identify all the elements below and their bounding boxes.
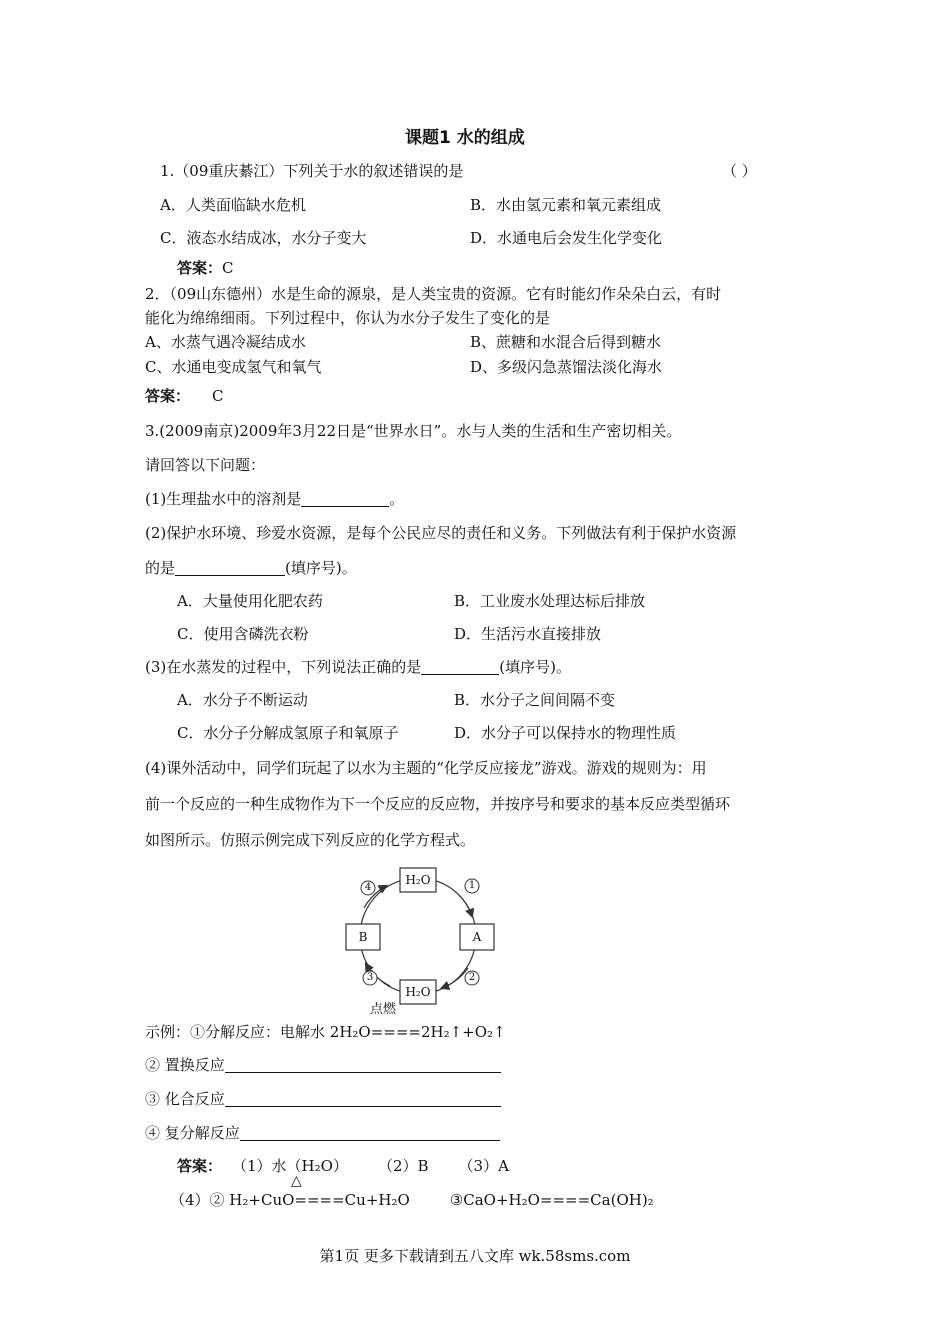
- q1-option-b: B．水由氢元素和氧元素组成: [470, 196, 662, 214]
- q3-part1-text: (1)生理盐水中的溶剂是: [145, 490, 302, 508]
- q2-option-d: D、多级闪急蒸馏法淡化海水: [470, 358, 663, 376]
- q3-part2-option-a: A．大量使用化肥农药: [177, 592, 323, 610]
- q1-option-a: A．人类面临缺水危机: [160, 196, 306, 214]
- q3-part4-line2: 前一个反应的一种生成物作为下一个反应的反应物，并按序号和要求的基本反应类型循环: [145, 795, 731, 813]
- q3-part2-line1: (2)保护水环境、珍爱水资源，是每个公民应尽的责任和义务。下列做法有利于保护水资源: [145, 524, 737, 542]
- q3-answer-4-eq2: ③CaO+H₂O====Ca(OH)₂: [449, 1191, 654, 1209]
- box-left-label: B: [358, 930, 368, 944]
- q1-answer-label: 答案：: [177, 259, 223, 277]
- q3-part4-line3: 如图所示。仿照示例完成下列反应的化学方程式。: [145, 831, 476, 849]
- reaction-2-label: ② 置换反应: [145, 1056, 225, 1074]
- box-right-label: A: [472, 930, 482, 944]
- q3-answer-1: （1）水（H₂O）: [232, 1157, 348, 1175]
- q1-option-d: D．水通电后会发生化学变化: [470, 229, 663, 247]
- q3-part2-option-c: C．使用含磷洗衣粉: [177, 625, 309, 643]
- q3-answer-2: （2）B: [377, 1157, 429, 1175]
- q1-stem: 1.（09重庆綦江）下列关于水的叙述错误的是: [160, 162, 464, 180]
- q3-part2-end: (填序号)。: [285, 559, 357, 577]
- q3-answer-3: （3）A: [458, 1157, 509, 1175]
- q2-answer: [145, 386, 224, 406]
- reaction-3-label: ③ 化合反应: [145, 1090, 225, 1108]
- q3-part2-option-b: B．工业废水处理达标后排放: [454, 592, 646, 610]
- q3-part4-line1: (4)课外活动中，同学们玩起了以水为主题的“化学反应接龙”游戏。游戏的规则为：用: [145, 759, 707, 777]
- q3-part3: [145, 657, 571, 677]
- q3-part1-blank: [301, 490, 389, 507]
- q2-option-a: A、水蒸气遇冷凝结成水: [145, 333, 306, 351]
- q1-answer-paren: （ ）: [722, 162, 757, 180]
- q3-part3-option-d: D．水分子可以保持水的物理性质: [454, 724, 677, 742]
- q2-option-c: C、水通电变成氢气和氧气: [145, 358, 322, 376]
- q3-part2-line2: [145, 558, 357, 578]
- q3-answer-label: 答案：: [177, 1157, 223, 1175]
- page-title: 课题1 水的组成: [405, 128, 525, 148]
- reaction-2-line: [145, 1055, 501, 1075]
- q3-part1: [145, 489, 404, 509]
- q3-part3-option-a: A．水分子不断运动: [177, 691, 308, 709]
- step-number-1: 1: [468, 880, 476, 891]
- reaction-3-line: [145, 1089, 501, 1109]
- q3-part3-text: (3)在水蒸发的过程中，下列说法正确的是: [145, 658, 422, 676]
- step-number-4: 4: [364, 882, 372, 893]
- q3-part1-end: 。: [389, 490, 405, 508]
- page-footer: 第1页 更多下载请到五八文库 wk.58sms.com: [319, 1247, 631, 1265]
- q2-stem-line2: 能化为绵绵细雨。下列过程中，你认为水分子发生了变化的是: [145, 309, 551, 327]
- q2-answer-label: 答案：: [145, 387, 191, 405]
- reaction-2-blank: [225, 1056, 501, 1073]
- q3-part3-option-b: B．水分子之间间隔不变: [454, 691, 616, 709]
- q3-part2-text: 的是: [145, 559, 176, 577]
- q3-part2-blank: [175, 559, 285, 576]
- q3-answers-line2: [170, 1190, 654, 1210]
- example-line: 示例：①分解反应：电解水 2H₂O====2H₂↑+O₂↑: [145, 1023, 506, 1041]
- q3-stem: 3.(2009南京)2009年3月22日是“世界水日”。水与人类的生活和生产密切相关。: [145, 422, 682, 440]
- box-top-label: H₂O: [405, 873, 431, 887]
- step-number-2: 2: [468, 972, 476, 983]
- q1-answer-value: C: [222, 259, 234, 277]
- heat-triangle-symbol: △: [291, 1173, 302, 1189]
- reaction-cycle-diagram: [330, 866, 510, 1018]
- box-bottom-label: H₂O: [405, 985, 431, 999]
- q1-answer: [177, 258, 234, 278]
- reaction-4-label: ④ 复分解反应: [145, 1124, 240, 1142]
- q3-part3-option-c: C．水分子分解成氢原子和氧原子: [177, 724, 399, 742]
- reaction-4-blank: [240, 1124, 500, 1141]
- q3-intro: 请回答以下问题：: [145, 456, 266, 474]
- cycle-arrow-1: [458, 894, 472, 916]
- q3-part3-end: (填序号)。: [499, 658, 571, 676]
- step-number-3: 3: [366, 972, 374, 983]
- reaction-4-line: [145, 1123, 500, 1143]
- q2-stem-line1: 2．（09山东德州）水是生命的源泉，是人类宝贵的资源。它有时能幻作朵朵白云，有时: [145, 285, 722, 303]
- q3-answers-line1: [177, 1156, 509, 1176]
- q2-option-b: B、蔗糖和水混合后得到糖水: [470, 333, 662, 351]
- q3-part2-option-d: D．生活污水直接排放: [454, 625, 602, 643]
- reaction-3-blank: [225, 1090, 501, 1107]
- q3-answer-4-eq1: （4）② H₂+CuO====Cu+H₂O: [170, 1191, 410, 1209]
- q1-option-c: C．液态水结成冰，水分子变大: [160, 229, 367, 247]
- q2-answer-value: C: [212, 387, 224, 405]
- q3-part3-blank: [421, 658, 499, 675]
- diagram-caption: 点燃: [370, 1002, 397, 1017]
